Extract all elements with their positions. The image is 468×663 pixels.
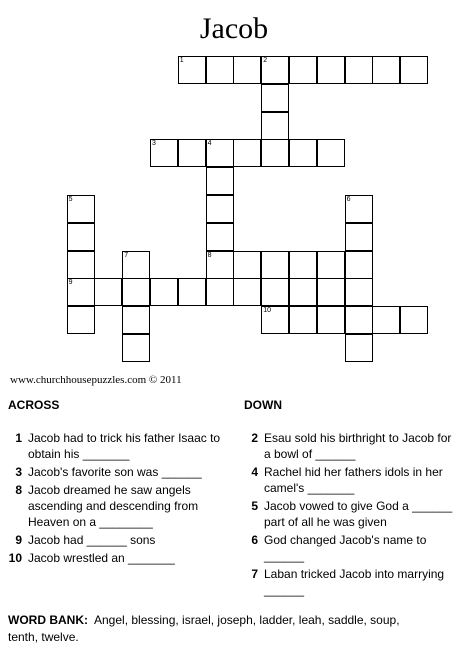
grid-cell[interactable]	[261, 56, 289, 84]
grid-cell[interactable]	[345, 195, 373, 223]
grid-cell[interactable]	[178, 278, 206, 306]
grid-cell[interactable]	[372, 56, 400, 84]
cell-number: 4	[207, 140, 212, 148]
grid-cell[interactable]	[372, 306, 400, 334]
grid-cell[interactable]	[67, 223, 95, 251]
down-heading: DOWN	[244, 398, 282, 412]
grid-cell[interactable]	[317, 306, 345, 334]
grid-cell[interactable]	[400, 56, 428, 84]
cell-number: 7	[124, 251, 129, 259]
clue-down-6: 6 God changed Jacob's name to ______	[251, 533, 427, 563]
grid-cell[interactable]	[261, 84, 289, 112]
grid-cell[interactable]	[317, 139, 345, 167]
grid-cell[interactable]	[206, 251, 234, 279]
grid-cell[interactable]	[150, 139, 178, 167]
across-clues	[0, 430, 228, 568]
grid-cell[interactable]	[317, 278, 345, 306]
grid-cell[interactable]	[178, 56, 206, 84]
cell-number: 3	[152, 140, 156, 148]
grid-cell[interactable]	[400, 306, 428, 334]
clue-down-4: 4 Rachel hid her fathers idols in her camel's _______	[251, 465, 443, 495]
clue-down-7: 7 Laban tricked Jacob into marrying ______	[251, 567, 445, 597]
clue-across-3: 3 Jacob's favorite son was ______	[15, 465, 202, 479]
grid-cell[interactable]	[261, 139, 289, 167]
grid-cell[interactable]	[206, 139, 234, 167]
grid-cell[interactable]	[122, 278, 150, 306]
clue-down-2: 2 Esau sold his birthright to Jacob for a bowl of ______	[251, 431, 452, 461]
grid-cell[interactable]	[67, 278, 95, 306]
cell-number: 6	[346, 196, 351, 203]
grid-cell[interactable]	[233, 278, 261, 306]
down-clues	[236, 430, 458, 600]
grid-cell[interactable]	[345, 251, 373, 279]
grid-cell[interactable]	[261, 278, 289, 306]
grid-cell[interactable]	[67, 251, 95, 279]
puzzle-title: Jacob	[199, 12, 269, 45]
cell-number: 2	[263, 57, 268, 64]
grid-cell[interactable]	[233, 56, 261, 84]
grid-cell[interactable]	[345, 334, 373, 362]
cell-number: 8	[207, 251, 212, 259]
grid-cell[interactable]	[345, 56, 373, 84]
website-credit: www.churchhousepuzzles.com © 2011	[10, 374, 182, 386]
grid-cell[interactable]	[289, 139, 317, 167]
grid-cell[interactable]	[289, 56, 317, 84]
grid-cell[interactable]	[122, 334, 150, 362]
grid-cell[interactable]	[206, 278, 234, 306]
clue-across-10: 10 Jacob wrestled an _______	[8, 551, 175, 565]
word-bank-label: WORD BANK:	[8, 613, 88, 627]
cell-number: 10	[263, 307, 271, 315]
across-heading: ACROSS	[8, 398, 60, 412]
word-bank-words: Angel, blessing, israel, joseph, ladder, leah, saddle, soup, tenth, twelve.	[8, 613, 400, 644]
grid-cell[interactable]	[122, 306, 150, 334]
clue-across-8: 8 Jacob dreamed he saw angels ascending and descending from Heaven on a ________	[15, 483, 199, 529]
grid-cell[interactable]	[345, 278, 373, 306]
grid-cell[interactable]	[289, 306, 317, 334]
word-bank	[8, 612, 428, 646]
clue-across-9: 9 Jacob had ______ sons	[15, 533, 156, 547]
grid-cell[interactable]	[67, 306, 95, 334]
grid-cell[interactable]	[206, 167, 234, 195]
grid-cell[interactable]	[345, 223, 373, 251]
grid-cell[interactable]	[206, 223, 234, 251]
cell-number: 1	[179, 57, 184, 64]
clue-across-1: 1 Jacob had to trick his father Isaac to obtain his _______	[15, 431, 221, 461]
grid-cell[interactable]	[317, 56, 345, 84]
cell-number: 9	[68, 279, 73, 287]
cell-number: 5	[68, 196, 73, 203]
grid-cell[interactable]	[150, 278, 178, 306]
grid-cell[interactable]	[317, 251, 345, 279]
grid-cell[interactable]	[122, 251, 150, 279]
grid-cell[interactable]	[345, 306, 373, 334]
grid-cell[interactable]	[94, 278, 122, 306]
grid-cell[interactable]	[289, 251, 317, 279]
grid-cell[interactable]	[206, 56, 234, 84]
grid-cell[interactable]	[289, 278, 317, 306]
grid-cell[interactable]	[67, 195, 95, 223]
grid-cell[interactable]	[233, 139, 261, 167]
grid-cell[interactable]	[261, 306, 289, 334]
grid-cell[interactable]	[261, 251, 289, 279]
grid-cell[interactable]	[261, 112, 289, 140]
grid-cell[interactable]	[178, 139, 206, 167]
grid-cell[interactable]	[233, 251, 261, 279]
grid-cell[interactable]	[206, 195, 234, 223]
clue-down-5: 5 Jacob vowed to give God a ______ part of all he was given	[251, 499, 453, 529]
